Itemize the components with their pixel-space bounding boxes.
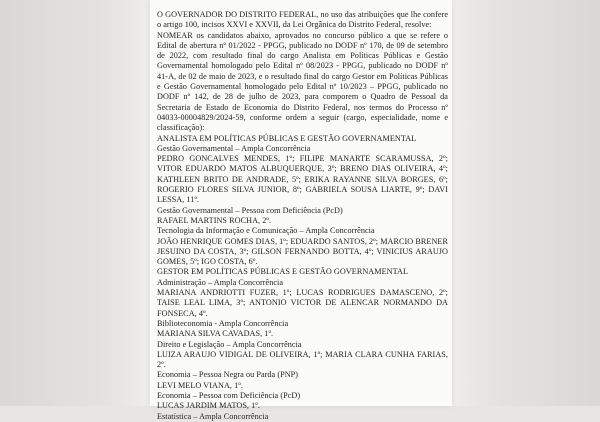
names-line: PEDRO GONCALVES MENDES, 1º; FILIPE MANARTE SCARAMUSSA, 2º; VITOR EDUARDO MATOS ALBUQUERQUE, 3º; BRENO DIAS OLIVEIRA, 4º; KATHLEEN BRITO DE ANDRADE, 5º; ERIKA RAYANNE SILVA BORGES, 6º; ROGERIO FLORES SILVA JUNIOR, 8º; GABRIELA SOUSA LIARTE, 9º; DAVI LESSA, 11º.	[157, 154, 448, 205]
names-line: LUIZA ARAUJO VIDIGAL DE OLIVEIRA, 1º; MARIA CLARA CUNHA FARIAS, 2º.	[157, 349, 448, 370]
heading-gestor: GESTOR EM POLÍTICAS PÚBLICAS E GESTÃO GOVERNAMENTAL	[157, 267, 409, 277]
document-page	[150, 0, 452, 421]
specialty-line: Economia – Pessoa com Deficiência (PcD)	[157, 390, 301, 400]
decree-intro: O GOVERNADOR DO DISTRITO FEDERAL, no uso das atribuições que lhe confere o artigo 100, incisos XXVI e XXVII, da Lei Orgânica do Distrito Federal, resolve:	[157, 10, 448, 30]
names-line: LEVI MELO VIANA, 1º.	[157, 380, 243, 390]
specialty-line: Gestão Governamental – Pessoa com Deficiência (PcD)	[157, 205, 343, 215]
specialty-line: Gestão Governamental – Ampla Concorrência	[157, 143, 311, 153]
blurred-background-left	[0, 0, 150, 406]
blurred-background-right	[452, 0, 600, 406]
specialty-line: Biblioteconomia - Ampla Concorrência	[157, 318, 289, 328]
names-line: MARIANA SILVA CAVADAS, 1º.	[157, 329, 274, 339]
decree-body: NOMEAR os candidatos abaixo, aprovados no concurso público a que se refere o Edital de abertura nº 01/2022 - PPGG, publicado no DODF nº 170, de 09 de setembro de 2022, com resultado final do cargo Analista em Políticas Públicas e Gestão Governamental homologado pelo Edital nº 08/2023 - PPGG, publicado no DODF nº 41-A, de 02 de maio de 2023, e o resultado final do cargo Gestor em Políticas Públicas e Gestão Governamental homologado pelo Edital nº 10/2023 – PPGG, publicado no DODF nº 142, de 28 de julho de 2023, para comporem o Quadro de Pessoal da Secretaria de Estado de Economia do Distrito Federal, nos termos do Processo nº 04033-00004829/2024-59, conforme ordem a seguir (cargo, especialidade, nome e classificação):	[157, 30, 448, 133]
names-line: LUCAS JARDIM MATOS, 1º.	[157, 401, 260, 411]
specialty-line: Administração – Ampla Concorrência	[157, 277, 284, 287]
specialty-line: Estatística – Ampla Concorrência	[157, 411, 269, 421]
heading-analista: ANALISTA EM POLÍTICAS PÚBLICAS E GESTÃO GOVERNAMENTAL	[157, 133, 417, 143]
specialty-line: Economia – Pessoa Negra ou Parda (PNP)	[157, 370, 299, 380]
names-line: JOÃO HENRIQUE GOMES DIAS, 1º; EDUARDO SANTOS, 2º; MARCIO BRENER JESUINO DA COSTA, 3º; GILSON FERNANDO BOTTA, 4º; VINICIUS ARAUJO GOMES, 5º; IGO COSTA, 6º.	[157, 236, 448, 267]
names-line: RAFAEL MARTINS ROCHA, 2º.	[157, 215, 272, 225]
document-text	[157, 10, 448, 422]
names-line: MARIANA ANDRIOTTI FUZER, 1º; LUCAS RODRIGUES DAMASCENO, 2º; TAISE LEAL LIMA, 3º; ANTONIO VICTOR DE ALENCAR NORMANDO DA FONSECA, 4º.	[157, 288, 448, 318]
specialty-line: Tecnologia da Informação e Comunicação – Ampla Concorrência	[157, 226, 375, 236]
specialty-line: Direito e Legislação – Ampla Concorrência	[157, 339, 302, 349]
